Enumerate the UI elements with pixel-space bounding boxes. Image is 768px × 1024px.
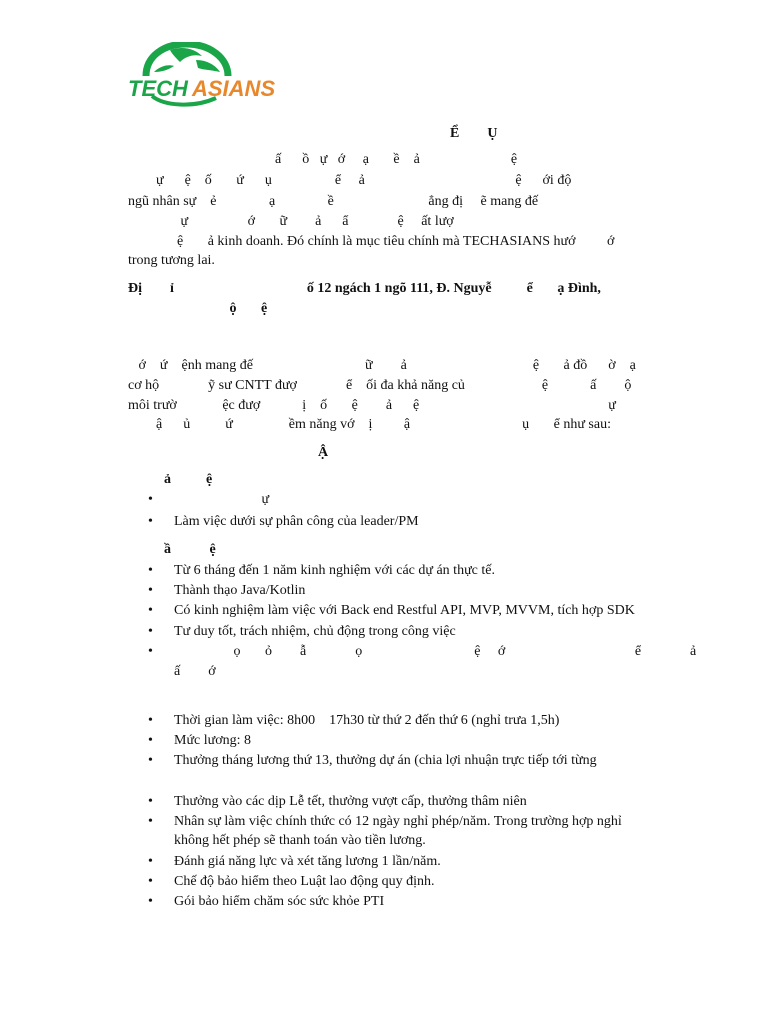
list-item-text: Có kinh nghiệm làm việc với Back end Restful API, MVP, MVVM, tích hợp SDK [174, 603, 635, 618]
description-heading: ả ệ [164, 472, 213, 487]
list-item-text: Gói bảo hiểm chăm sóc sức khỏe PTI [174, 894, 385, 909]
bullet-icon: • [148, 563, 153, 578]
bullet-icon: • [148, 814, 153, 829]
bullet-icon: • [148, 644, 153, 659]
bullet-icon: • [148, 514, 153, 529]
address-line-2: ộ ệ [128, 301, 268, 316]
intro-line-1: ấ ồ ự ớ ạ ề ả ệ [128, 152, 518, 167]
bullet-icon: • [148, 874, 153, 889]
list-item-text: Tư duy tốt, trách nhiệm, chủ động trong công việc [174, 624, 456, 639]
list-item-text: Từ 6 tháng đến 1 năm kinh nghiệm với các dự án thực tế. [174, 563, 495, 578]
intro-line-4: ự ớ ữ ả ẩ ệ ất lượ [128, 214, 454, 229]
list-item-text: Thời gian làm việc: 8h00 17h30 từ thứ 2 đến thứ 6 (nghỉ trưa 1,5h) [174, 713, 560, 728]
list-item-text: Chế độ bảo hiểm theo Luật lao động quy định. [174, 874, 435, 889]
address-line-1: Đị ỉ ố 12 ngách 1 ngõ 111, Đ. Nguyễ ể ạ Đình, [128, 281, 601, 296]
list-item-text: Thưởng tháng lương thứ 13, thưởng dự án (chia lợi nhuận trực tiếp tới từng [174, 753, 597, 768]
bullet-icon: • [148, 794, 153, 809]
intro-line-5: ệ ả kinh doanh. Đó chính là mục tiêu chính mà TECHASIANS hướ ớ [128, 234, 615, 249]
para2-line-3: môi trườ ệc đượ ị ố ệ ả ệ ự [128, 398, 616, 413]
intro-line-3: ngũ nhân sự ẻ ạ ề ẳng đị ẽ mang đế [128, 194, 539, 209]
bullet-icon: • [148, 492, 153, 507]
globe-logo-icon [124, 42, 288, 108]
requirements-heading: ầ ệ [164, 542, 216, 557]
document-title: Ể Ụ [450, 126, 498, 141]
bullet-icon: • [148, 603, 153, 618]
para2-line-1: ớ ứ ệnh mang đế ữ ả ệ ả đồ ờ ạ [128, 358, 636, 373]
logo-text-asians: ASIANS [192, 76, 276, 101]
bullet-icon: • [148, 583, 153, 598]
list-item-text: Đánh giá năng lực và xét tăng lương 1 lần/năm. [174, 854, 441, 869]
bullet-icon: • [148, 894, 153, 909]
bullet-icon: • [148, 854, 153, 869]
bullet-icon: • [148, 713, 153, 728]
para2-line-4: ậ ủ ứ ềm năng vớ ị ậ ụ ể như sau: [128, 417, 611, 432]
list-item-text: Mức lương: 8 [174, 733, 252, 748]
bullet-icon: • [148, 753, 153, 768]
bullet-icon: • [148, 624, 153, 639]
list-item-text: ọ ỏ ẫ ọ ệ ớ ể ả [174, 644, 697, 659]
intro-line-2: ự ệ ố ứ ụ ể ả ệ ới độ [128, 173, 572, 188]
list-item-continuation: không hết phép sẽ thanh toán vào tiền lương. [174, 833, 426, 848]
logo-text-tech: TECH [128, 76, 188, 101]
list-item-text: Nhân sự làm việc chính thức có 12 ngày nghỉ phép/năm. Trong trường hợp nghỉ [174, 814, 622, 829]
techasians-logo [124, 42, 288, 108]
intro-line-6: trong tương lai. [128, 253, 215, 268]
section-heading: Ậ [318, 445, 329, 460]
bullet-icon: • [148, 733, 153, 748]
para2-line-2: cơ hộ ỹ sư CNTT đượ ể ối đa khả năng củ ệ ấ ộ [128, 378, 632, 393]
list-item-text: Làm việc dưới sự phân công của leader/PM [174, 514, 419, 529]
list-item-text: Thưởng vào các dịp Lễ tết, thưởng vượt cấp, thưởng thâm niên [174, 794, 527, 809]
list-item-continuation: ấ ớ [174, 664, 216, 679]
list-item-text: Thành thạo Java/Kotlin [174, 583, 306, 598]
list-item-text: ự [174, 492, 270, 507]
